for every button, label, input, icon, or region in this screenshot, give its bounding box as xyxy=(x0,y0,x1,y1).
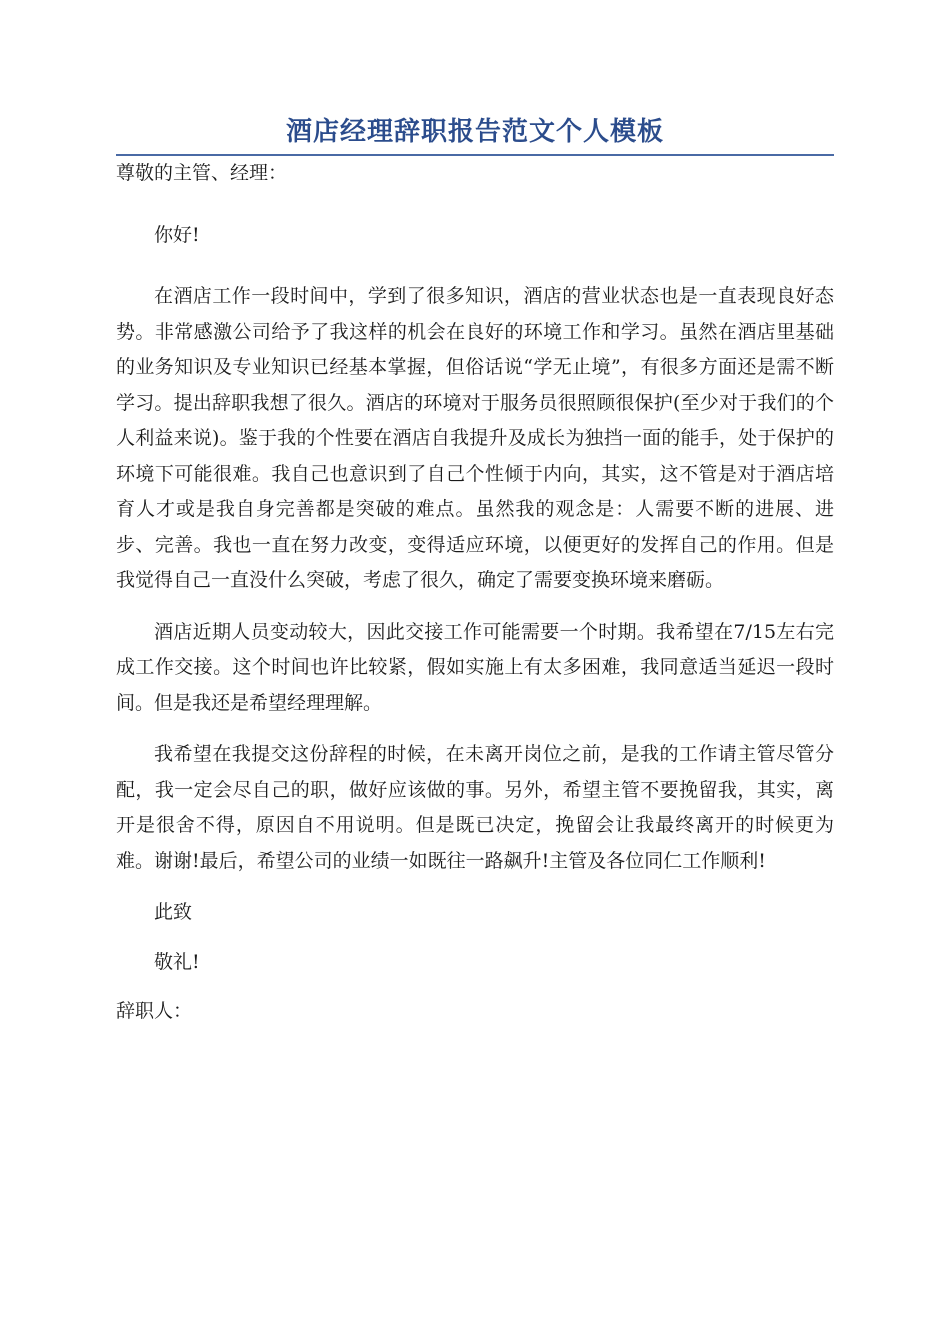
closing-regards: 此致 xyxy=(154,901,193,923)
salutation: 尊敬的主管、经理： xyxy=(116,162,288,184)
signer-label: 辞职人： xyxy=(116,1000,193,1022)
closing-salute: 敬礼! xyxy=(154,950,200,973)
body-paragraph-3: 我希望在我提交这份辞程的时候，在未离开岗位之前，是我的工作请主管尽管分配，我一定会尽自己的职，做好应该做的事。另外，希望主管不要挽留我，其实，离开是很舍不得，原因自不用说明。但是既已决定，挽留会让我最终离开的时候更为难。谢谢!最后，希望公司的业绩一如既往一路飙升!主管及各位同仁工作顺利! xyxy=(116,743,834,872)
body-paragraph-2: 酒店近期人员变动较大，因此交接工作可能需要一个时期。我希望在7/15左右完成工作交接。这个时间也许比较紧，假如实施上有太多困难，我同意适当延迟一段时间。但是我还是希望经理理解。 xyxy=(116,620,834,714)
document-page xyxy=(116,112,834,1030)
document-title: 酒店经理辞职报告范文个人模板 xyxy=(285,117,664,147)
body-paragraph-1: 在酒店工作一段时间中，学到了很多知识，酒店的营业状态也是一直表现良好态势。非常感激公司给予了我这样的机会在良好的环境工作和学习。虽然在酒店里基础的业务知识及专业知识已经基本掌握，但俗话说“学无止境”，有很多方面还是需不断学习。提出辞职我想了很久。酒店的环境对于服务员很照顾很保护(至少对于我们的个人利益来说)。鉴于我的个性要在酒店自我提升及成长为独挡一面的能手，处于保护的环境下可能很难。我自己也意识到了自己个性倾于内向，其实，这不管是对于酒店培育人才或是我自身完善都是突破的难点。虽然我的观念是：人需要不断的进展、进步、完善。我也一直在努力改变，变得适应环境，以便更好的发挥自己的作用。但是我觉得自己一直没什么突破，考虑了很久，确定了需要变换环境来磨砺。 xyxy=(116,285,834,591)
greeting: 你好! xyxy=(154,223,200,246)
